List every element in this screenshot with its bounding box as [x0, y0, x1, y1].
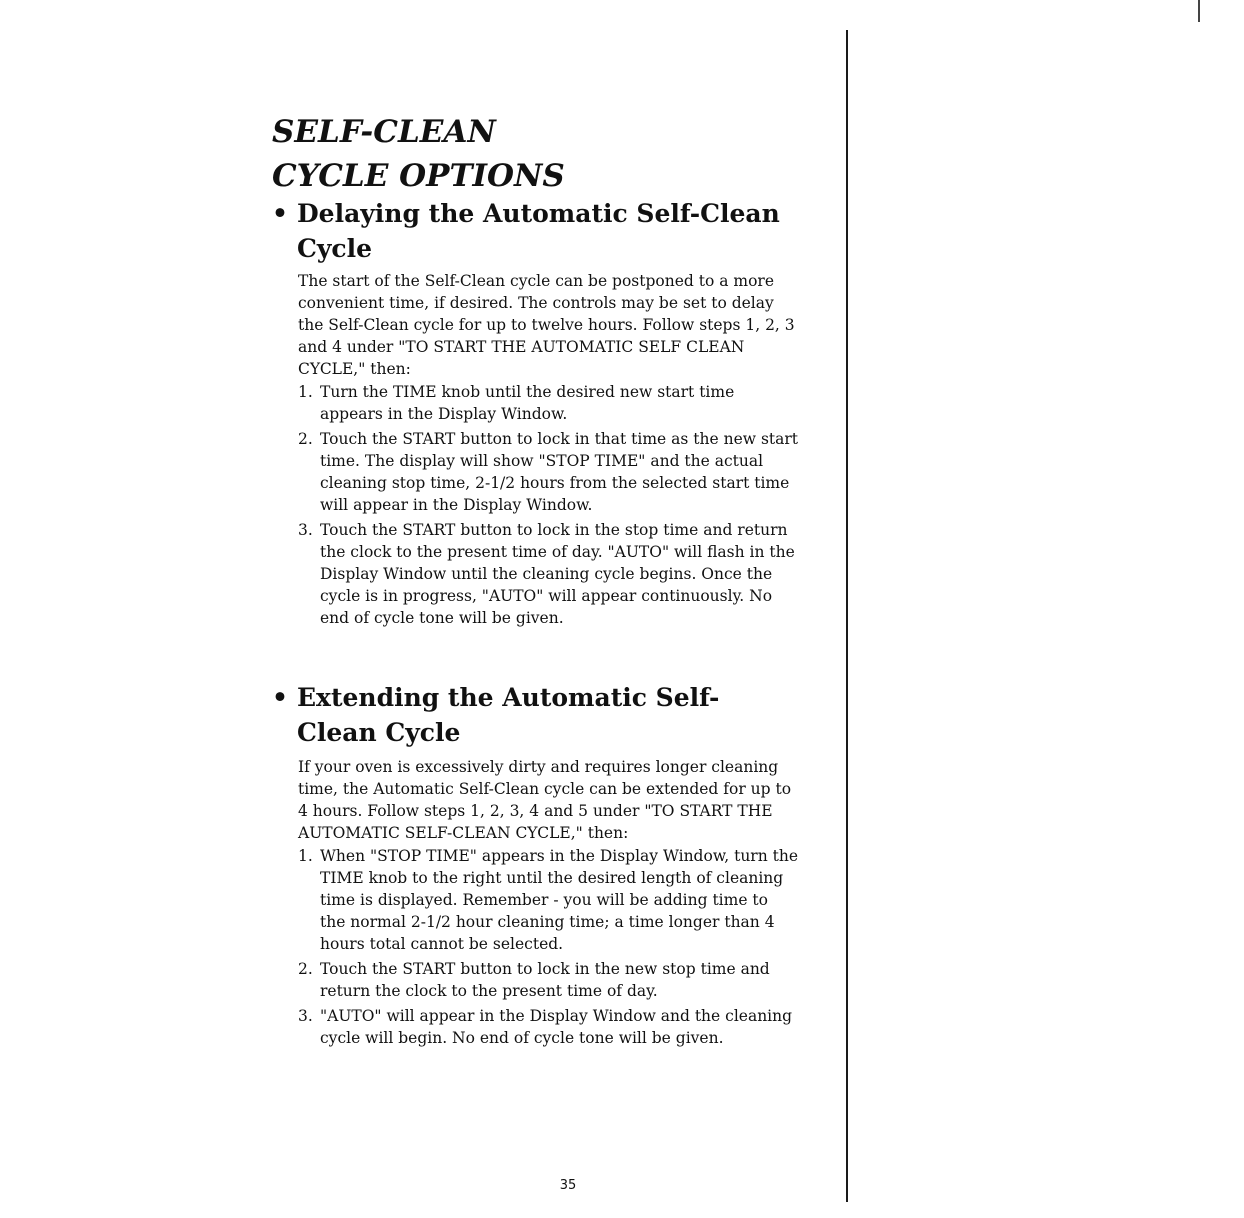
- step-number: 3.: [298, 521, 313, 539]
- list-item: [298, 1005, 798, 1049]
- step-text: Touch the START button to lock in that time as the new start time. The display will show "STOP TIME" and the actual cleaning stop time, 2-1/2 hours from the selected start time will appear in the Display Window.: [320, 430, 799, 514]
- bullet-icon: •: [272, 199, 288, 228]
- step-number: 1.: [298, 383, 313, 401]
- step-number: 3.: [298, 1007, 313, 1025]
- step-text: "AUTO" will appear in the Display Window and the cleaning cycle will begin. No end of cycle tone will be given.: [320, 1007, 793, 1047]
- list-item: [298, 428, 798, 516]
- step-text: Turn the TIME knob until the desired new start time appears in the Display Window.: [320, 383, 735, 423]
- list-item: [298, 845, 798, 955]
- section-heading-delaying: [272, 196, 817, 266]
- heading-text: Delaying the Automatic Self-Clean Cycle: [297, 199, 780, 263]
- corner-mark: [1198, 0, 1200, 22]
- list-item: [298, 381, 798, 425]
- section-delaying: [298, 270, 798, 632]
- section-intro: If your oven is excessively dirty and requires longer cleaning time, the Automatic Self-Clean cycle can be extended for up to 4 hours. Follow steps 1, 2, 3, 4 and 5 under "TO START THE AUTOMATIC SELF-CLEAN CYCLE," then:: [298, 758, 792, 842]
- step-text: Touch the START button to lock in the stop time and return the clock to the present time of day. "AUTO" will flash in the Display Window until the cleaning cycle begins. Once the cycle is in progress, "AUTO" will appear continuously. No end of cycle tone will be given.: [320, 521, 795, 627]
- page-edge-rule: [846, 30, 848, 1202]
- step-list: [298, 381, 798, 629]
- heading-text: Extending the Automatic Self-Clean Cycle: [297, 683, 720, 747]
- step-number: 2.: [298, 430, 313, 448]
- title-line-1: SELF-CLEAN: [272, 114, 496, 150]
- step-text: When "STOP TIME" appears in the Display Window, turn the TIME knob to the right until the desired length of cleaning time is displayed. Remember - you will be adding time to the normal 2-1/2 hour cleaning time; a time longer than 4 hours total cannot be selected.: [320, 847, 799, 953]
- page-number: 35: [559, 1178, 577, 1193]
- section-extending: [298, 756, 798, 1052]
- title-line-2: CYCLE OPTIONS: [272, 158, 565, 194]
- step-list: [298, 845, 798, 1049]
- step-text: Touch the START button to lock in the new stop time and return the clock to the present time of day.: [320, 960, 770, 1000]
- list-item: [298, 519, 798, 629]
- section-heading-extending: [272, 680, 747, 750]
- page-title: [272, 110, 565, 198]
- step-number: 2.: [298, 960, 313, 978]
- section-intro: The start of the Self-Clean cycle can be postponed to a more convenient time, if desired. The controls may be set to delay the Self-Clean cycle for up to twelve hours. Follow steps 1, 2, 3 and 4 under "TO START THE AUTOMATIC SELF CLEAN CYCLE," then:: [298, 272, 795, 378]
- bullet-icon: •: [272, 683, 288, 712]
- step-number: 1.: [298, 847, 313, 865]
- list-item: [298, 958, 798, 1002]
